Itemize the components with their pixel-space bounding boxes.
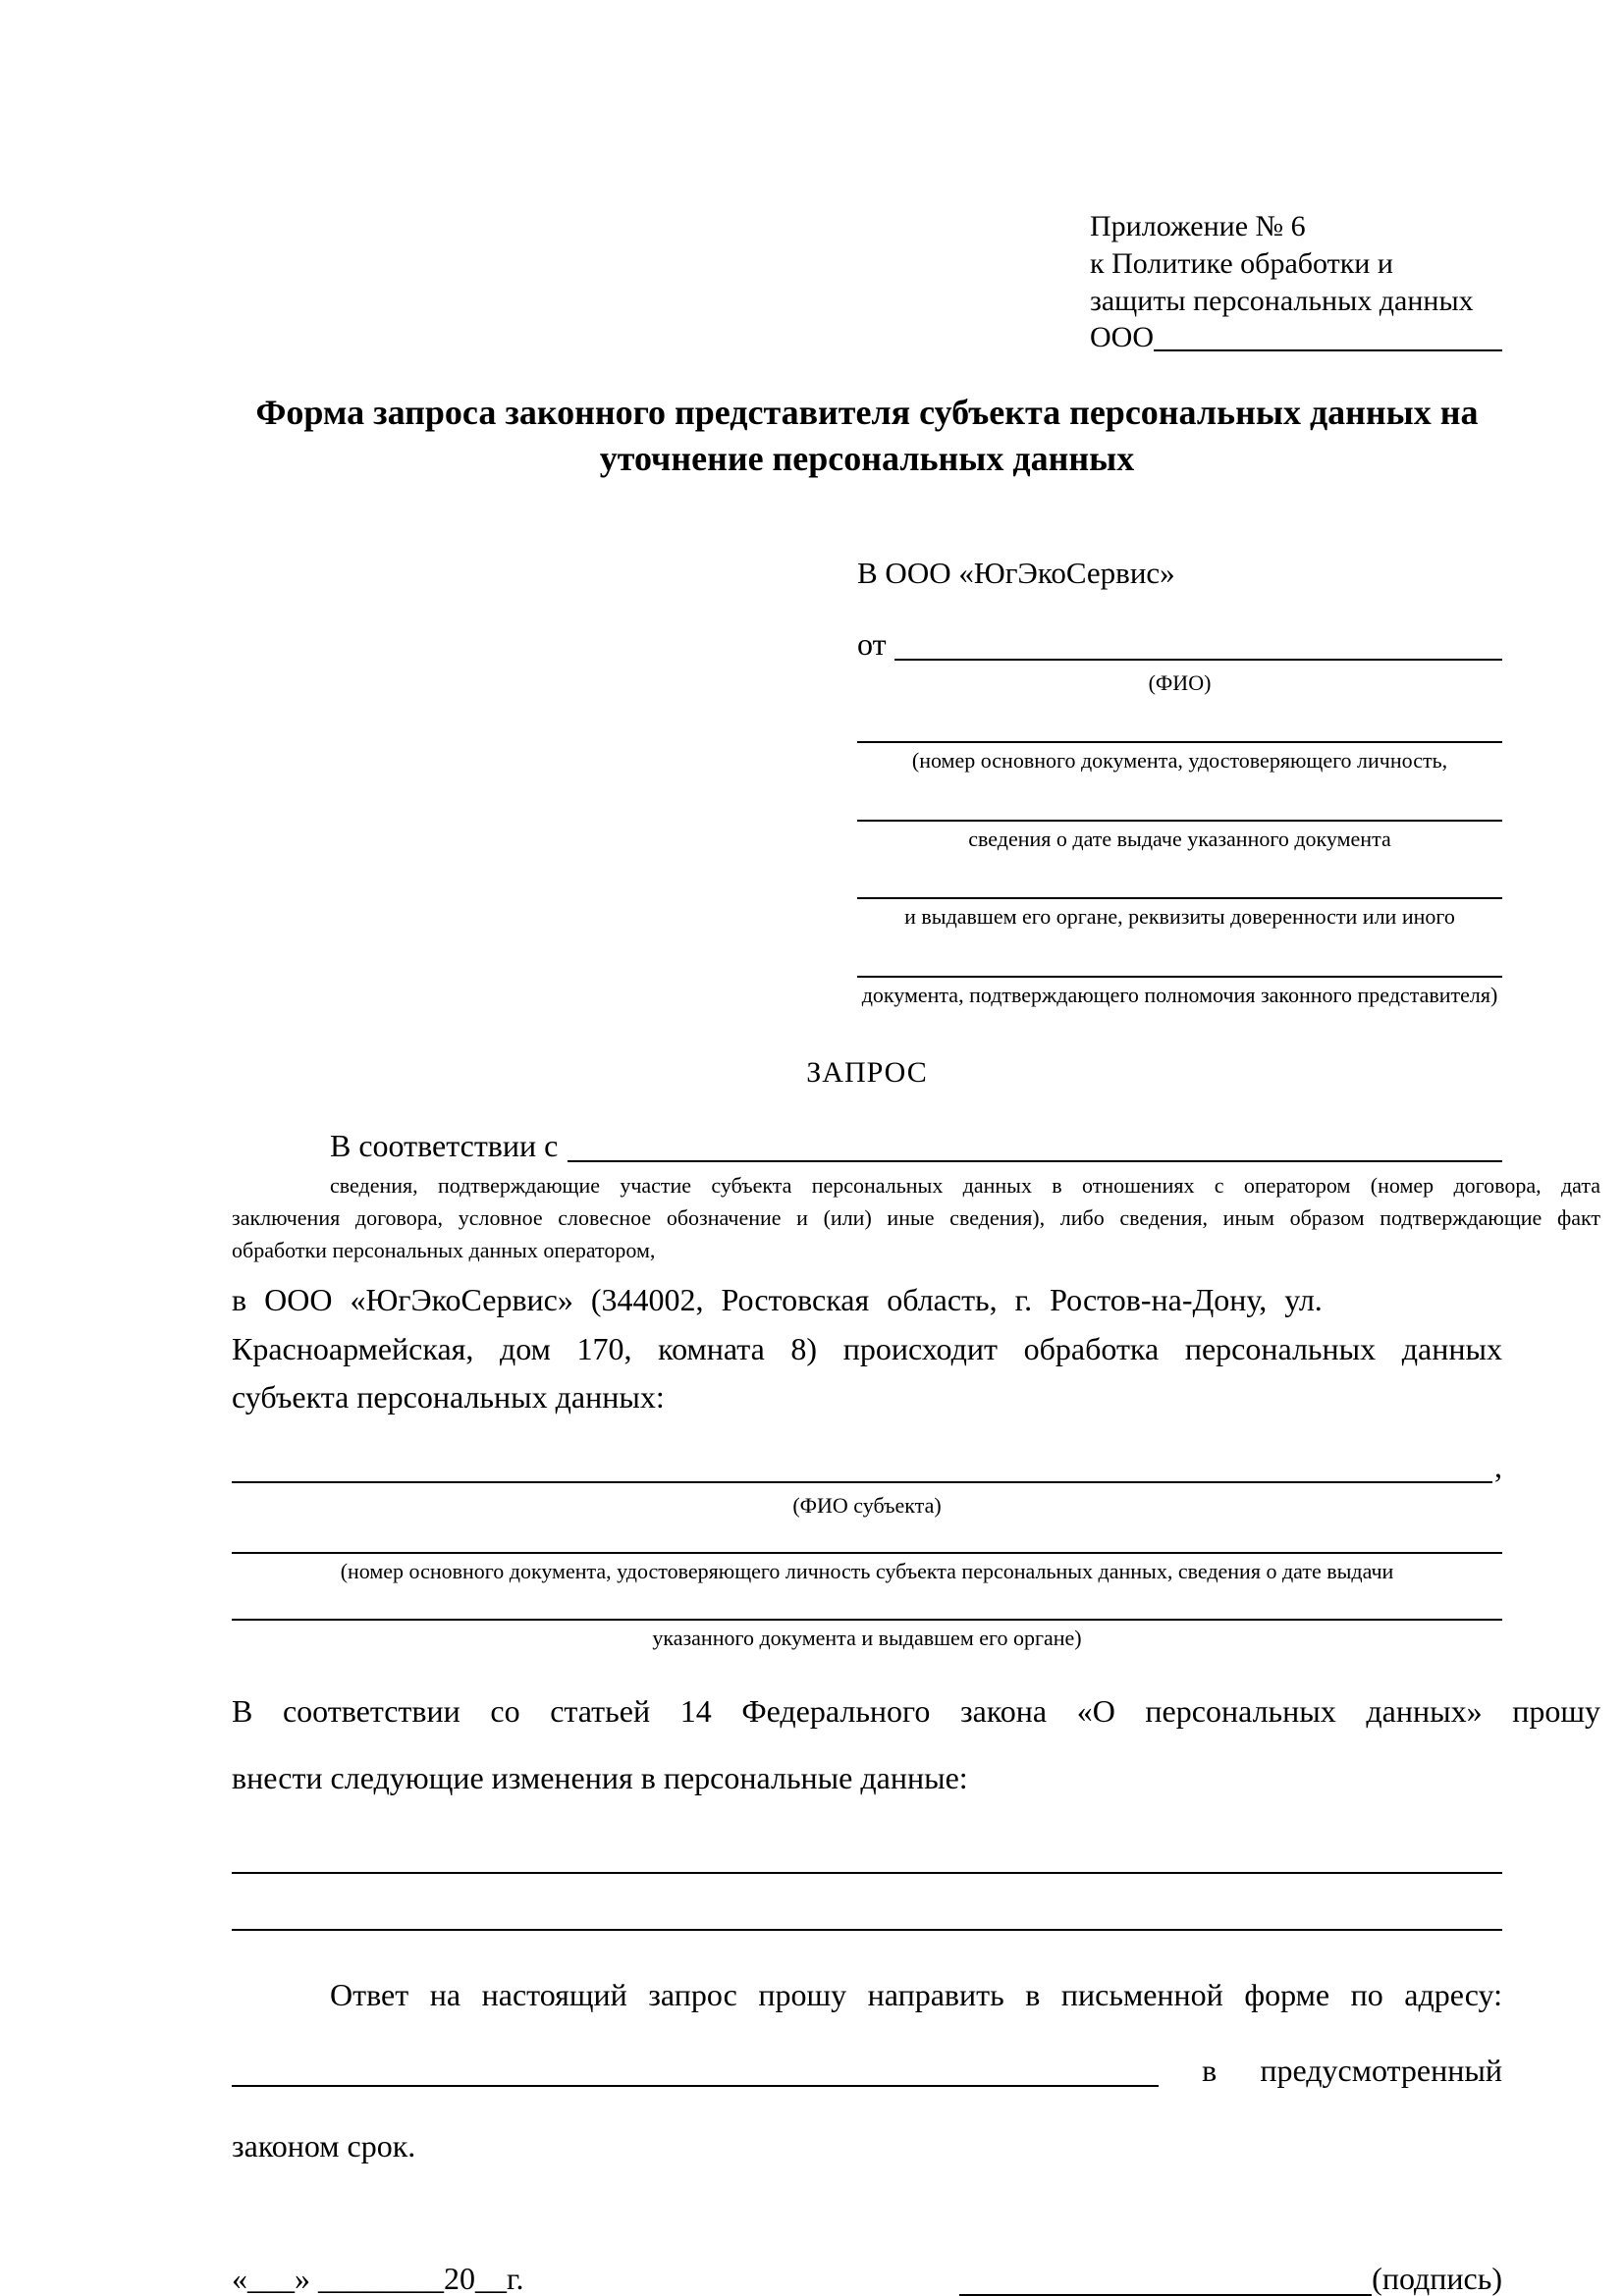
form-title: Форма запроса законного представителя субъекта персональных данных на уточнение персональных данных — [255, 393, 1479, 478]
blank-caption: сведения о дате выдаче указанного документа — [968, 826, 1391, 851]
subject-doc-blank — [232, 1552, 1502, 1554]
basis-prefix: В соответствии с — [330, 1127, 559, 1163]
basis-blank — [568, 1160, 1502, 1162]
from-label: от — [857, 625, 887, 662]
article14-line: внести следующие изменения в персональные данные: — [232, 1759, 968, 1795]
answer-address-row — [232, 2050, 1502, 2092]
request-heading: ЗАПРОС — [806, 1056, 928, 1090]
appendix-org-row — [1090, 319, 1502, 356]
appendix-header — [1090, 208, 1502, 356]
trailing-comma: , — [1494, 1448, 1502, 1484]
footnote-line: заключения договора, условное словесное обозначение и (или) иные сведения), либо сведения, иным образом подтверждающие факт — [232, 1205, 1600, 1230]
blank-caption: (номер основного документа, удостоверяющего личность, — [911, 748, 1448, 774]
operator-line: Красноармейская, дом 170, комната 8) происходит обработка персональных данных — [232, 1330, 1502, 1366]
changes-blank — [232, 1929, 1502, 1931]
answer-paragraph-line: Ответ на настоящий запрос прошу направить в письменной форме по адресу: — [330, 1976, 1502, 2012]
subject-fio-row — [232, 1446, 1502, 1488]
blank-caption: и выдавшем его органе, реквизиты доверенности или иного — [904, 904, 1455, 930]
footnote-line: сведения, подтверждающие участие субъекта персональных данных в отношениях с оператором (номер договора, дата — [330, 1173, 1600, 1198]
subject-doc-blank — [232, 1619, 1502, 1621]
signature-caption: (подпись) — [1372, 2261, 1502, 2296]
appendix-line: защиты персональных данных — [1090, 284, 1474, 317]
fio-caption: (ФИО) — [1148, 669, 1212, 695]
addressee-block — [857, 553, 1502, 1009]
signature-group — [959, 2258, 1502, 2296]
from-name-blank — [894, 659, 1502, 661]
footer-row — [232, 2258, 1502, 2296]
address-blank — [232, 2085, 1159, 2087]
representative-doc-blank — [857, 820, 1502, 822]
blank-caption: документа, подтверждающего полномочия законного представителя) — [861, 982, 1498, 1007]
basis-footnote — [232, 1169, 1600, 1266]
representative-doc-blank — [857, 897, 1502, 899]
from-row — [857, 623, 1502, 666]
basis-row — [232, 1125, 1502, 1167]
appendix-line: Приложение № 6 — [1090, 210, 1306, 242]
addressee-org: В ООО «ЮгЭкоСервис» — [857, 555, 1175, 590]
footnote-line: обработки персональных данных оператором, — [232, 1238, 656, 1262]
org-name-blank — [1154, 349, 1502, 351]
article14-paragraph — [232, 1679, 1600, 1810]
appendix-line: к Политике обработки и — [1090, 246, 1393, 280]
date-line: «___» ________20__г. — [232, 2261, 524, 2296]
representative-doc-blank — [857, 976, 1502, 978]
operator-line: субъекта персональных данных: — [232, 1379, 665, 1415]
representative-doc-blank — [857, 741, 1502, 743]
article14-line: В соответствии со статьей 14 Федерального закона «О персональных данных» прошу — [232, 1693, 1600, 1730]
operator-paragraph — [232, 1276, 1502, 1422]
signature-blank — [959, 2294, 1372, 2296]
answer-last-word: предусмотренный — [1260, 2053, 1502, 2089]
answer-word: в — [1202, 2053, 1218, 2089]
answer-paragraph-end: законом срок. — [232, 2128, 416, 2164]
operator-line: в ООО «ЮгЭкоСервис» (344002, Ростовская область, г. Ростов-на-Дону, ул. — [232, 1282, 1323, 1317]
subject-fio-blank — [232, 1481, 1492, 1483]
subject-fio-caption: (ФИО субъекта) — [792, 1492, 942, 1518]
subject-doc-caption: (номер основного документа, удостоверяющего личность субъекта персональных данных, сведения о дате выдачи — [340, 1559, 1394, 1584]
appendix-org-prefix: ООО — [1090, 321, 1154, 354]
changes-blank — [232, 1872, 1502, 1874]
subject-doc-caption: указанного документа и выдавшем его органе) — [652, 1625, 1082, 1650]
